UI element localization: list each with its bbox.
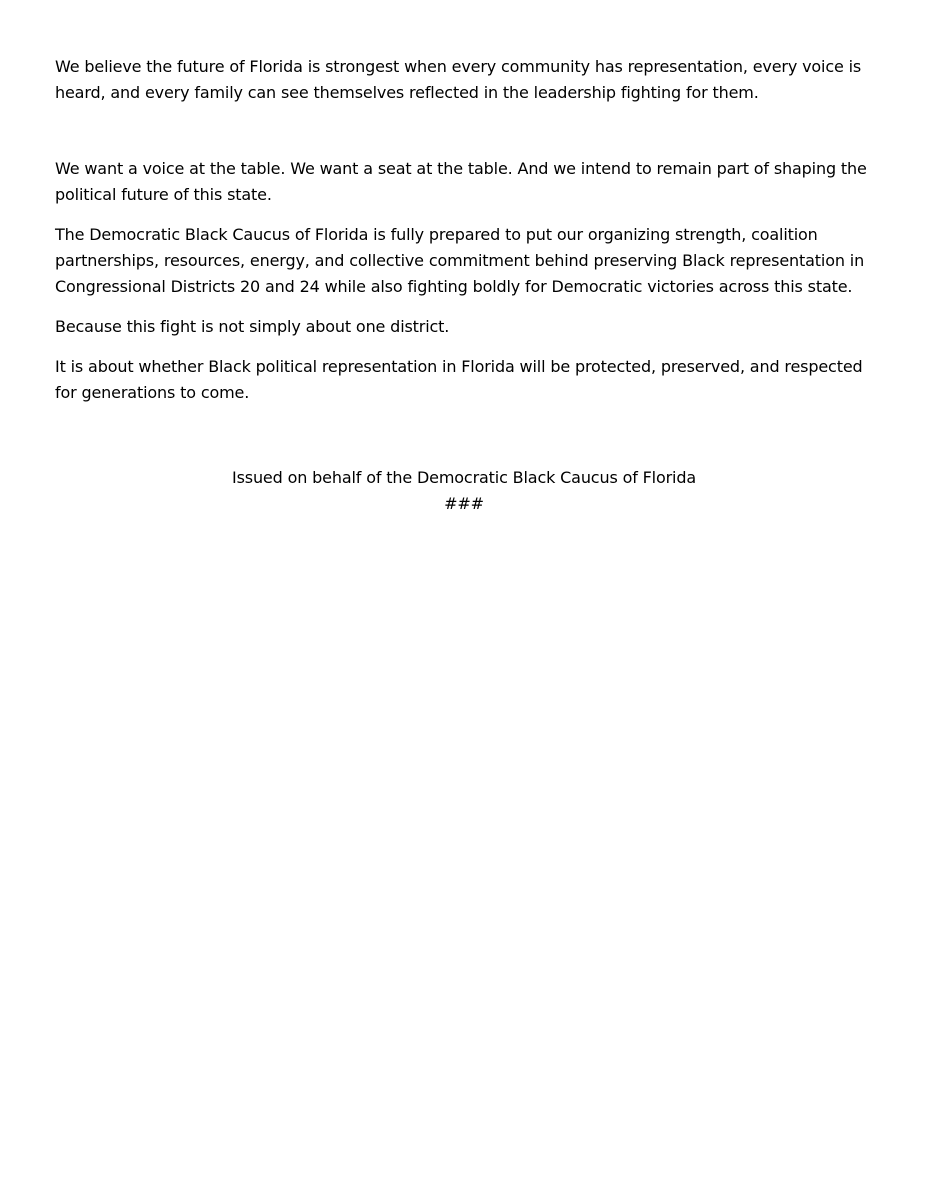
statement-body <box>55 54 875 406</box>
paragraph-generations: It is about whether Black political representation in Florida will be protected, preserved, and respected for generations to come. <box>55 357 863 402</box>
paragraph-caucus-commitment: The Democratic Black Caucus of Florida is fully prepared to put our organizing strength, coalition partnerships, resources, energy, and collective commitment behind preserving Black representation in Congressional Districts 20 and 24 while also fighting boldly for Democratic victories across this state. <box>55 225 865 296</box>
paragraph-representation: We believe the future of Florida is strongest when every community has representation, every voice is heard, and every family can see themselves reflected in the leadership fighting for them. <box>55 57 862 102</box>
end-mark: ### <box>444 494 484 513</box>
paragraph-voice-at-table: We want a voice at the table. We want a seat at the table. And we intend to remain part of shaping the political future of this state. <box>55 159 867 204</box>
issued-by-line: Issued on behalf of the Democratic Black Caucus of Florida <box>232 468 696 487</box>
statement-footer <box>0 465 928 517</box>
paragraph-one-district: Because this fight is not simply about one district. <box>55 317 450 336</box>
